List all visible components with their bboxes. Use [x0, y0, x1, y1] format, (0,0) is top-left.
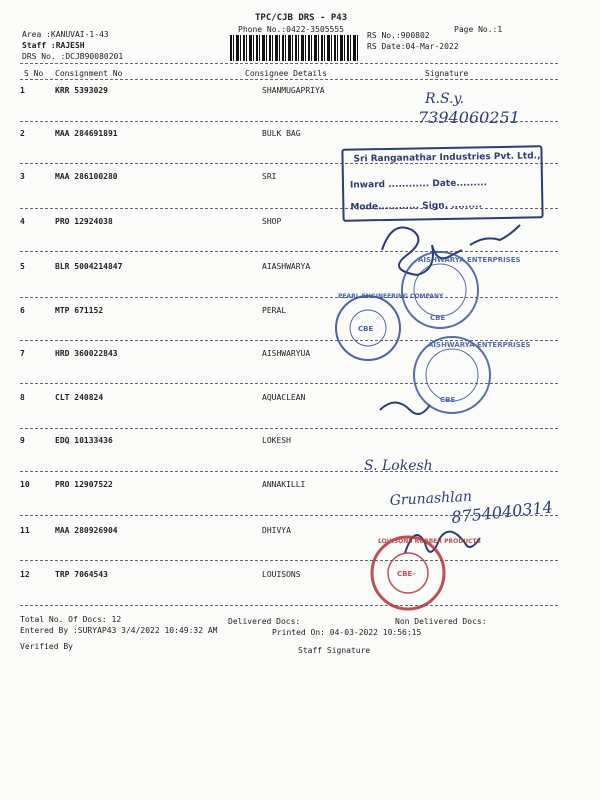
row-consignee: SHANMUGAPRIYA	[262, 86, 325, 95]
signature-row1: R.S.y.	[425, 91, 465, 107]
stamp-text: PEARL ENGINEERING COMPANY	[338, 293, 444, 300]
stamp-mode-line: Mode............ Sign. .........	[350, 200, 483, 213]
col-header-consignment: Consignment No	[55, 69, 123, 78]
area-label: Area :KANUVAI-1-43	[22, 30, 109, 39]
divider	[20, 515, 558, 516]
col-header-signature: Signature	[425, 69, 469, 78]
divider	[20, 471, 558, 472]
row-sno: 3	[20, 172, 25, 181]
row-consignment: MAA 280926904	[55, 526, 118, 535]
row-consignee: AIASHWARYA	[262, 262, 311, 271]
rs-number: RS No.:900802	[367, 31, 430, 40]
barcode	[230, 35, 360, 61]
signature-row4-b	[470, 225, 520, 245]
divider	[20, 297, 558, 298]
row-sno: 6	[20, 306, 25, 315]
drs-number: DRS No. :DCJB90080201	[22, 52, 124, 61]
divider	[20, 605, 558, 606]
row-consignment: PRO 12907522	[55, 480, 113, 489]
row-consignee: ANNAKILLI	[262, 480, 306, 489]
row-sno: 9	[20, 436, 25, 445]
signature-row11	[405, 532, 480, 553]
row-sno: 1	[20, 86, 25, 95]
signature-row9: S. Lokesh	[364, 458, 433, 474]
aishwarya-stamp-2	[414, 337, 531, 413]
row-sno: 10	[20, 480, 30, 489]
row-consignment: BLR 5004214847	[55, 262, 123, 271]
row-consignment: MAA 286100280	[55, 172, 118, 181]
row-consignment: CLT 240824	[55, 393, 104, 402]
divider	[20, 79, 558, 80]
row-consignment: MAA 284691891	[55, 129, 118, 138]
stamp-city: CBE	[430, 314, 446, 322]
signature-row10: Grunashlan	[389, 488, 473, 509]
row-consignment: PRO 12924038	[55, 217, 113, 226]
rs-date: RS Date:04-Mar-2022	[367, 42, 459, 51]
stamp-inward-line: Inward ............ Date.........	[349, 178, 488, 191]
row-consignment: HRD 360022843	[55, 349, 118, 358]
staff-label: Staff :RAJESH	[22, 41, 85, 50]
col-header-sno: S No	[24, 69, 44, 78]
row-consignee: LOKESH	[262, 436, 291, 445]
phone-row10: 8754040314	[450, 497, 554, 527]
stamp-company-name: Sri Ranganathar Industries Pvt. Ltd.,	[353, 151, 541, 165]
col-header-consignee: Consignee Details	[245, 69, 327, 78]
phone-number: Phone No.:0422-3505555	[238, 25, 344, 34]
stamp-text: LOUISONS RUBBER PRODUCTS	[378, 538, 481, 545]
divider	[20, 383, 558, 384]
row-sno: 4	[20, 217, 25, 226]
stamp-text: AISHWARYA ENTERPRISES	[428, 341, 531, 349]
row-consignee: BULK BAG	[262, 129, 301, 138]
row-consignee: PERAL	[262, 306, 287, 315]
stamp-city: CBE	[440, 396, 456, 404]
company-stamp	[341, 145, 543, 221]
row-consignment: EDQ 10133436	[55, 436, 113, 445]
row-consignee: SHOP	[262, 217, 282, 226]
divider	[20, 560, 558, 561]
row-consignee: AISHWARYUA	[262, 349, 311, 358]
page-number: Page No.:1	[454, 25, 503, 34]
row-consignment: TRP 7064543	[55, 570, 108, 579]
row-sno: 12	[20, 570, 30, 579]
row-consignment: MTP 671152	[55, 306, 104, 315]
phone-row1: 7394060251	[418, 108, 520, 127]
row-consignee: AQUACLEAN	[262, 393, 306, 402]
staff-signature: Staff Signature	[298, 646, 371, 655]
pearl-engineering-stamp	[336, 293, 444, 360]
row-sno: 7	[20, 349, 25, 358]
row-consignment: KRR 5393029	[55, 86, 108, 95]
stamp-city: CBE-	[397, 570, 416, 578]
delivered-docs: Delivered Docs:	[228, 617, 301, 626]
row-sno: 5	[20, 262, 25, 271]
divider	[20, 428, 558, 429]
verified-by: Verified By	[20, 642, 73, 651]
signature-row8	[380, 403, 430, 415]
row-consignee: SRI	[262, 172, 277, 181]
divider	[20, 63, 558, 64]
entered-by: Entered By :SURYAP43 3/4/2022 10:49:32 AM	[20, 626, 218, 635]
row-sno: 8	[20, 393, 25, 402]
divider	[20, 251, 558, 252]
louisons-stamp	[372, 537, 481, 609]
aishwarya-stamp-1	[402, 252, 521, 328]
printed-on: Printed On: 04-03-2022 10:56:15	[272, 628, 422, 637]
row-consignee: DHIVYA	[262, 526, 291, 535]
divider	[20, 121, 558, 122]
row-consignee: LOUISONS	[262, 570, 301, 579]
stamp-city: CBE	[358, 325, 374, 333]
document-title: TPC/CJB DRS - P43	[255, 13, 348, 23]
non-delivered-docs: Non Delivered Docs:	[395, 617, 487, 626]
stamp-text: AISHWARYA ENTERPRISES	[418, 256, 521, 264]
divider	[20, 340, 558, 341]
total-docs: Total No. Of Docs: 12	[20, 615, 122, 624]
row-sno: 11	[20, 526, 30, 535]
row-sno: 2	[20, 129, 25, 138]
